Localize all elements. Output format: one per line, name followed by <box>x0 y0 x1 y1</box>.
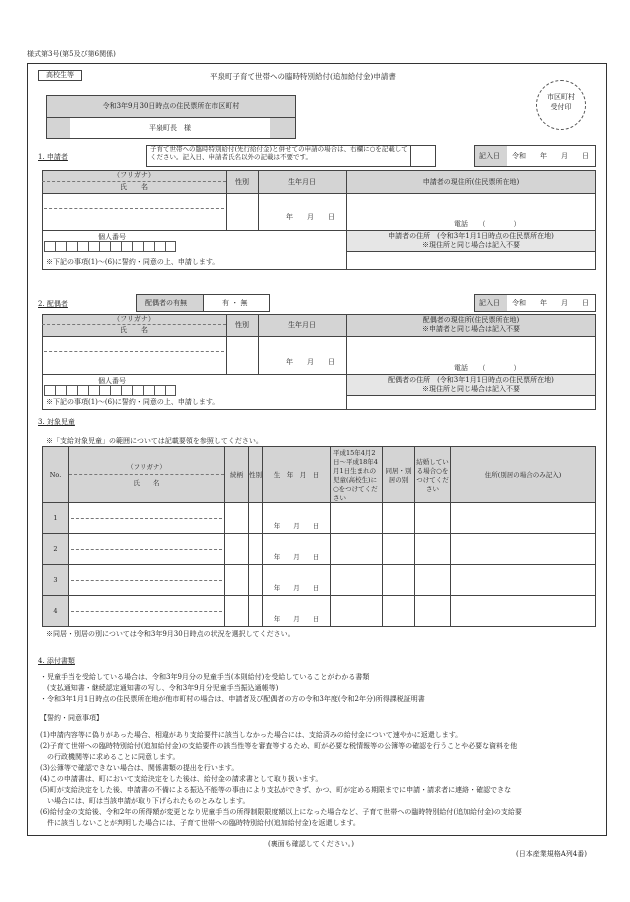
applicant-name-label: 氏 名 <box>120 183 148 191</box>
child-address-field[interactable] <box>451 565 596 596</box>
col-cohabitation: 同居・別居の別 <box>383 447 415 503</box>
reception-stamp <box>536 80 586 130</box>
row-number: 2 <box>43 534 69 565</box>
mayor-label: 平泉町長 様 <box>149 124 191 132</box>
col-no: No. <box>43 447 69 503</box>
category-badge: 高校生等 <box>38 70 82 81</box>
children-table <box>42 446 596 627</box>
pledge-item: (3)公簿等で確認できない場合は、関係書類の提出を行います。 <box>40 764 239 772</box>
spouse-heading: 2. 配偶者 <box>38 300 68 308</box>
spouse-name-field[interactable] <box>44 353 224 372</box>
child-born-mark-field[interactable] <box>331 534 383 565</box>
pledge-item: 件に該当しないことが判明した場合には、子育て世帯への臨時特別給付(追加給付金)を返還します。 <box>40 819 360 827</box>
applicant-birth-field[interactable]: 年 月 日 <box>286 213 335 221</box>
spouse-sex-field[interactable] <box>228 338 256 372</box>
child-cohab-field[interactable] <box>383 565 415 596</box>
child-born-mark-field[interactable] <box>331 596 383 627</box>
applicant-name-field[interactable] <box>44 210 224 228</box>
col-name-label: 氏 名 <box>133 479 160 487</box>
applicant-sex-field[interactable] <box>228 196 256 228</box>
applicant-mynumber-label: 個人番号 <box>98 233 126 241</box>
col-born-range: 平成15年4月2日～平成18年4月1日生まれの児童(高校生)に○をつけてください <box>331 447 383 503</box>
pledge-item: (1)申請内容等に偽りがあった場合、相違があり支給要件に該当しなかった場合には、支給済みの給付金について速やかに返還します。 <box>40 731 463 739</box>
divider <box>203 294 204 312</box>
applicant-jan-note: ※現住所と同じ場合は記入不要 <box>422 241 520 249</box>
child-sex-field[interactable] <box>249 534 263 565</box>
child-married-field[interactable] <box>415 565 451 596</box>
table-row <box>43 565 596 596</box>
col-name <box>69 447 225 503</box>
spouse-jan-address-field[interactable] <box>348 396 594 409</box>
child-address-field[interactable] <box>451 503 596 534</box>
attachment-item: (支払通知書・継続認定通知書の写し、令和3年9月分児童手当振込通帳等) <box>40 684 279 692</box>
child-married-field[interactable] <box>415 596 451 627</box>
applicant-phone-field[interactable]: 電話 （ ） <box>454 220 521 228</box>
spouse-presence-value[interactable]: 有 ・ 無 <box>222 299 248 307</box>
divider <box>71 518 222 519</box>
child-married-field[interactable] <box>415 534 451 565</box>
spouse-mynumber-field[interactable] <box>44 385 176 396</box>
row-number: 1 <box>43 503 69 534</box>
divider <box>71 580 222 581</box>
spouse-jan-note: ※現住所と同じ場合は記入不要 <box>422 385 520 393</box>
children-footnote: ※同居・別居の別については令和3年9月30日時点の状況を選択してください。 <box>46 630 295 638</box>
table-row <box>43 596 596 627</box>
applicant-date-label: 記入日 <box>479 152 500 160</box>
applicant-address-field[interactable] <box>348 196 594 218</box>
pledge-item: (2)子育て世帯への臨時特別給付(追加給付金)の支給要件の該当性等を審査等するため、町が必要な税情報等の公簿等の確認を行うことや必要な資料を他 <box>40 742 518 750</box>
pledge-item: の行政機関等に求めることに同意します。 <box>40 753 180 761</box>
stamp-line1: 市区町村 <box>547 93 575 101</box>
pledge-item: (6)給付金の支給後、令和2年の所得額が変更となり児童手当の所得制限限度額以上になった場合など、子育て世帯への臨時特別給付(追加給付金)の支給要 <box>40 808 522 816</box>
applicant-furigana-field[interactable] <box>44 195 224 207</box>
child-address-field[interactable] <box>451 596 596 627</box>
spouse-name-label: 氏 名 <box>120 326 148 334</box>
child-birth-field[interactable]: 年 月 日 <box>263 596 331 627</box>
children-heading: 3. 対象児童 <box>38 418 75 426</box>
prior-grant-mark-field[interactable] <box>411 146 435 166</box>
col-married: 結婚している場合○をつけてください <box>415 447 451 503</box>
attachments-heading: 4. 添付書類 <box>38 657 75 665</box>
form-title: 平泉町子育て世帯への臨時特別給付(追加給付金)申請書 <box>210 72 396 81</box>
spouse-date-value[interactable]: 令和 年 月 日 <box>512 299 589 307</box>
child-relation-field[interactable] <box>225 534 249 565</box>
pledge-heading: 【誓約・同意事項】 <box>40 714 103 722</box>
spouse-sex-label: 性別 <box>235 321 249 329</box>
paper-size: (日本産業規格A列4番) <box>516 850 587 858</box>
applicant-address-header: 申請者の現住所(住民票所在地) <box>422 178 520 186</box>
prior-grant-note: 子育て世帯への臨時特別給付(先行給付金)と併せての申請の場合は、右欄に○を記載してください。記入日、申請者氏名以外の記載は不要です。 <box>150 145 408 161</box>
child-born-mark-field[interactable] <box>331 565 383 596</box>
col-birth: 生 年 月 日 <box>263 447 331 503</box>
col-relation: 続柄 <box>225 447 249 503</box>
child-name-field[interactable] <box>69 534 225 565</box>
child-cohab-field[interactable] <box>383 503 415 534</box>
child-birth-field[interactable]: 年 月 日 <box>263 534 331 565</box>
child-name-field[interactable] <box>69 596 225 627</box>
spouse-birth-label: 生年月日 <box>288 321 316 329</box>
pledge-item: (5)町が支給決定をした後、申請書の不備による振込不能等の事由により支払ができず、かつ、町が定める期限までに申請・請求者に連絡・確認できな <box>40 786 512 794</box>
child-birth-field[interactable]: 年 月 日 <box>263 565 331 596</box>
stamp-line2: 受付印 <box>550 102 572 111</box>
attachment-item: ・令和3年1月1日時点の住民票所在地が他市町村の場合は、申請者及び配偶者の方の令和3年度(令和2年分)所得課税証明書 <box>40 695 425 703</box>
child-name-field[interactable] <box>69 503 225 534</box>
spouse-address-note: ※申請者と同じ場合は記入不要 <box>422 325 520 333</box>
applicant-sex-label: 性別 <box>235 178 249 186</box>
applicant-jan-address-field[interactable] <box>348 252 594 269</box>
spouse-furigana-label: （フリガナ） <box>113 315 155 323</box>
col-furigana: （フリガナ） <box>127 463 166 471</box>
spouse-jan-address-label: 配偶者の住所 (令和3年1月1日時点の住民票所在地) <box>388 376 554 384</box>
children-note: ※「支給対象児童」の範囲については記載要領を参照してください。 <box>46 437 263 445</box>
applicant-birth-label: 生年月日 <box>288 178 316 186</box>
col-address: 住所(別居の場合のみ記入) <box>451 447 596 503</box>
applicant-date-value[interactable]: 令和 年 月 日 <box>512 152 589 160</box>
child-sex-field[interactable] <box>249 565 263 596</box>
child-relation-field[interactable] <box>225 565 249 596</box>
spouse-date-label: 記入日 <box>479 299 500 307</box>
form-number: 様式第3号(第5及び第6関係) <box>27 50 116 58</box>
divider <box>42 324 226 325</box>
child-cohab-field[interactable] <box>383 596 415 627</box>
footer-note: (裏面も確認してください。) <box>268 840 354 848</box>
row-number: 4 <box>43 596 69 627</box>
row-number: 3 <box>43 565 69 596</box>
child-address-field[interactable] <box>451 534 596 565</box>
child-relation-field[interactable] <box>225 596 249 627</box>
divider <box>42 181 226 182</box>
applicant-furigana-label: （フリガナ） <box>113 171 155 179</box>
divider <box>69 474 224 475</box>
pledge-item: い場合には、町は当該申請が取り下げられたものとみなします。 <box>40 797 250 805</box>
pledge-item: (4)この申請書は、町において支給決定をした後は、給付金の請求書として取り扱います。 <box>40 775 323 783</box>
child-cohab-field[interactable] <box>383 534 415 565</box>
divider <box>42 193 596 194</box>
applicant-pledge: ※下記の事項(1)～(6)に誓約・同意の上、申請します。 <box>46 258 220 266</box>
spouse-address-field[interactable] <box>348 338 594 360</box>
table-row <box>43 503 596 534</box>
applicant-jan-address-label: 申請者の住所 (令和3年1月1日時点の住民票所在地) <box>388 232 554 240</box>
applicant-mynumber-field[interactable] <box>44 241 176 252</box>
col-sex: 性別 <box>249 447 263 503</box>
child-married-field[interactable] <box>415 503 451 534</box>
divider <box>42 336 596 337</box>
child-sex-field[interactable] <box>249 596 263 627</box>
spouse-phone-field[interactable]: 電話 （ ） <box>454 364 521 372</box>
child-relation-field[interactable] <box>225 503 249 534</box>
divider <box>44 351 224 352</box>
child-born-mark-field[interactable] <box>331 503 383 534</box>
child-birth-field[interactable]: 年 月 日 <box>263 503 331 534</box>
spouse-furigana-field[interactable] <box>44 338 224 350</box>
spouse-mynumber-label: 個人番号 <box>98 377 126 385</box>
applicant-heading: 1. 申請者 <box>38 153 68 161</box>
child-name-field[interactable] <box>69 565 225 596</box>
spouse-address-header: 配偶者の現住所(住民票所在地) <box>422 316 520 324</box>
spouse-presence-label: 配偶者の有無 <box>145 299 187 307</box>
table-row <box>43 534 596 565</box>
divider <box>71 549 222 550</box>
spouse-birth-field[interactable]: 年 月 日 <box>286 358 335 366</box>
divider <box>71 611 222 612</box>
spouse-pledge: ※下記の事項(1)～(6)に誓約・同意の上、申請します。 <box>46 398 220 406</box>
attachment-item: ・児童手当を受給している場合は、令和3年9月分の児童手当(本則給付)を受給していることがわかる書類 <box>40 673 370 681</box>
divider <box>44 208 224 209</box>
child-sex-field[interactable] <box>249 503 263 534</box>
municipality-label: 令和3年9月30日時点の住民票所在市区町村 <box>102 102 240 110</box>
